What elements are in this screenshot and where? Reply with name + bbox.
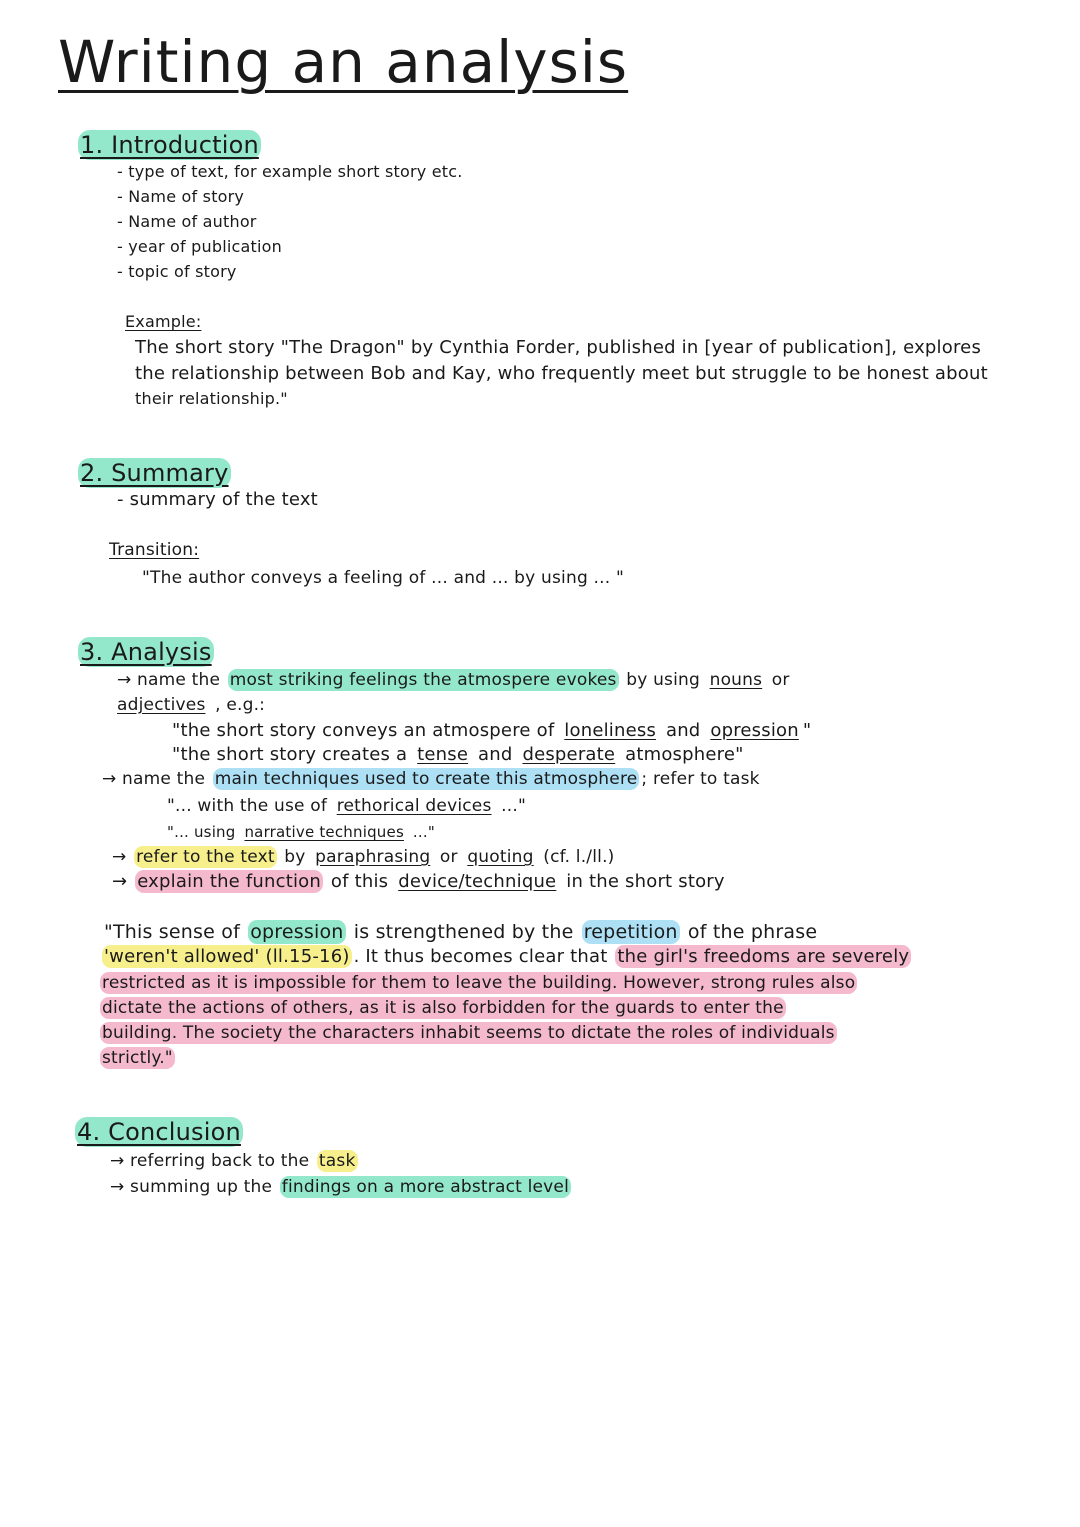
text-line [102, 943, 911, 971]
yellow-highlighted-text: 'weren't allowed' (ll.15-16) [104, 946, 350, 967]
text-segment: the relationship between Bob and Kay, who frequently meet but struggle to be honest about [135, 363, 988, 384]
text-line [133, 334, 983, 362]
underlined-text: narrative techniques [244, 823, 404, 841]
title-text: Writing an analysis [58, 28, 629, 96]
green-highlighted-text: findings on a more abstract level [281, 1177, 570, 1197]
text-line [115, 258, 239, 286]
text-segment: "The author conveys a feeling of ... and ... by using ... " [142, 568, 624, 588]
green-highlighted-text: 2. Summary [80, 459, 229, 487]
yellow-highlighted-text: refer to the text [136, 847, 275, 867]
text-line [115, 691, 267, 719]
text-segment: their relationship." [135, 389, 288, 408]
text-segment: in the short story [560, 871, 725, 892]
text-line [110, 843, 617, 871]
text-line [115, 208, 259, 236]
green-highlighted-text: 1. Introduction [80, 131, 259, 159]
green-highlighted-text: 4. Conclusion [77, 1118, 241, 1146]
text-segment: and [472, 744, 519, 765]
text-line [108, 1147, 358, 1175]
text-segment: atmosphere" [619, 744, 744, 765]
text-segment: (cf. l./ll.) [537, 847, 615, 867]
pink-highlighted-text: the girl's freedoms are severely [617, 946, 910, 967]
text-segment: "This sense of [104, 921, 247, 943]
underlined-text: tense [417, 744, 469, 765]
text-line [115, 158, 465, 186]
text-segment: → name the [102, 769, 211, 789]
green-highlighted-text: opression [250, 921, 344, 943]
text-segment: by [278, 847, 312, 867]
green-highlighted-text: most striking feelings the atmospere evokes [229, 670, 617, 690]
text-segment: is strengthened by the [347, 921, 580, 943]
section-heading [78, 131, 261, 159]
text-segment: or [434, 847, 464, 867]
section-heading [75, 1118, 243, 1146]
underlined-text: nouns [709, 670, 763, 690]
underlined-text: paraphrasing [315, 847, 431, 867]
section-heading [78, 459, 231, 487]
text-line [100, 1044, 175, 1072]
text-line [110, 868, 727, 896]
text-segment: - type of text, for example short story etc. [117, 162, 463, 181]
text-segment: Transition: [109, 540, 200, 560]
text-segment: - year of publication [117, 237, 282, 256]
text-line [100, 969, 857, 997]
text-segment: - Name of author [117, 212, 257, 231]
text-segment: "... using [167, 823, 241, 841]
underlined-text: device/technique [398, 871, 557, 892]
underlined-text: desperate [522, 744, 616, 765]
section-heading [78, 638, 214, 666]
text-line [140, 564, 626, 592]
text-segment: ..." [495, 796, 526, 816]
text-segment: → name the [117, 670, 226, 690]
text-segment: Example: [125, 312, 202, 331]
text-segment: "the short story creates a [172, 744, 414, 765]
underlined-text: opression [710, 720, 799, 741]
yellow-highlighted-text: task [318, 1151, 356, 1171]
pink-highlighted-text: dictate the actions of others, as it is also forbidden for the guards to enter the [102, 998, 784, 1018]
pink-highlighted-text: strictly." [102, 1048, 173, 1068]
text-segment: - Name of story [117, 187, 245, 206]
text-segment: . It thus becomes clear that [353, 946, 614, 967]
note-label [107, 536, 201, 564]
text-line [115, 486, 320, 514]
text-segment: → summing up the [110, 1177, 278, 1197]
text-segment: "the short story conveys an atmospere of [172, 720, 561, 741]
text-line [115, 666, 792, 694]
underlined-text: loneliness [564, 720, 657, 741]
text-line [100, 1019, 837, 1047]
text-line [100, 765, 762, 793]
text-segment: → referring back to the [110, 1151, 315, 1171]
page-title [58, 22, 628, 102]
text-line [165, 818, 437, 846]
text-line [102, 918, 819, 946]
text-segment: ; refer to task [641, 769, 760, 789]
text-segment: of this [325, 871, 395, 892]
text-segment: " [802, 720, 812, 741]
text-line [108, 1173, 571, 1201]
text-segment: → [112, 871, 134, 892]
text-segment: - topic of story [117, 262, 237, 281]
text-segment: , e.g.: [209, 695, 266, 715]
text-line [115, 183, 246, 211]
text-segment: - summary of the text [117, 489, 318, 510]
text-segment: and [660, 720, 707, 741]
pink-highlighted-text: building. The society the characters inhabit seems to dictate the roles of individuals [102, 1023, 835, 1043]
text-segment: or [766, 670, 790, 690]
text-segment: ..." [407, 823, 435, 841]
blue-highlighted-text: repetition [583, 921, 678, 943]
green-highlighted-text: 3. Analysis [80, 638, 212, 666]
text-line [165, 792, 528, 820]
pink-highlighted-text: restricted as it is impossible for them to leave the building. However, strong rules also [102, 973, 856, 993]
text-line [133, 385, 290, 413]
text-line [115, 233, 284, 261]
text-line [100, 994, 786, 1022]
text-line [133, 360, 990, 388]
underlined-text: rethorical devices [336, 796, 492, 816]
text-segment: "... with the use of [167, 796, 333, 816]
note-label [123, 308, 203, 336]
underlined-text: quoting [467, 847, 534, 867]
text-segment: The short story "The Dragon" by Cynthia Forder, published in [year of publication], explores [135, 337, 982, 358]
blue-highlighted-text: main techniques used to create this atmosphere [214, 769, 638, 789]
text-segment: by using [620, 670, 706, 690]
underlined-text: adjectives [117, 695, 206, 715]
text-segment: of the phrase [681, 921, 818, 943]
pink-highlighted-text: explain the function [137, 871, 322, 892]
text-segment: → [112, 847, 133, 867]
